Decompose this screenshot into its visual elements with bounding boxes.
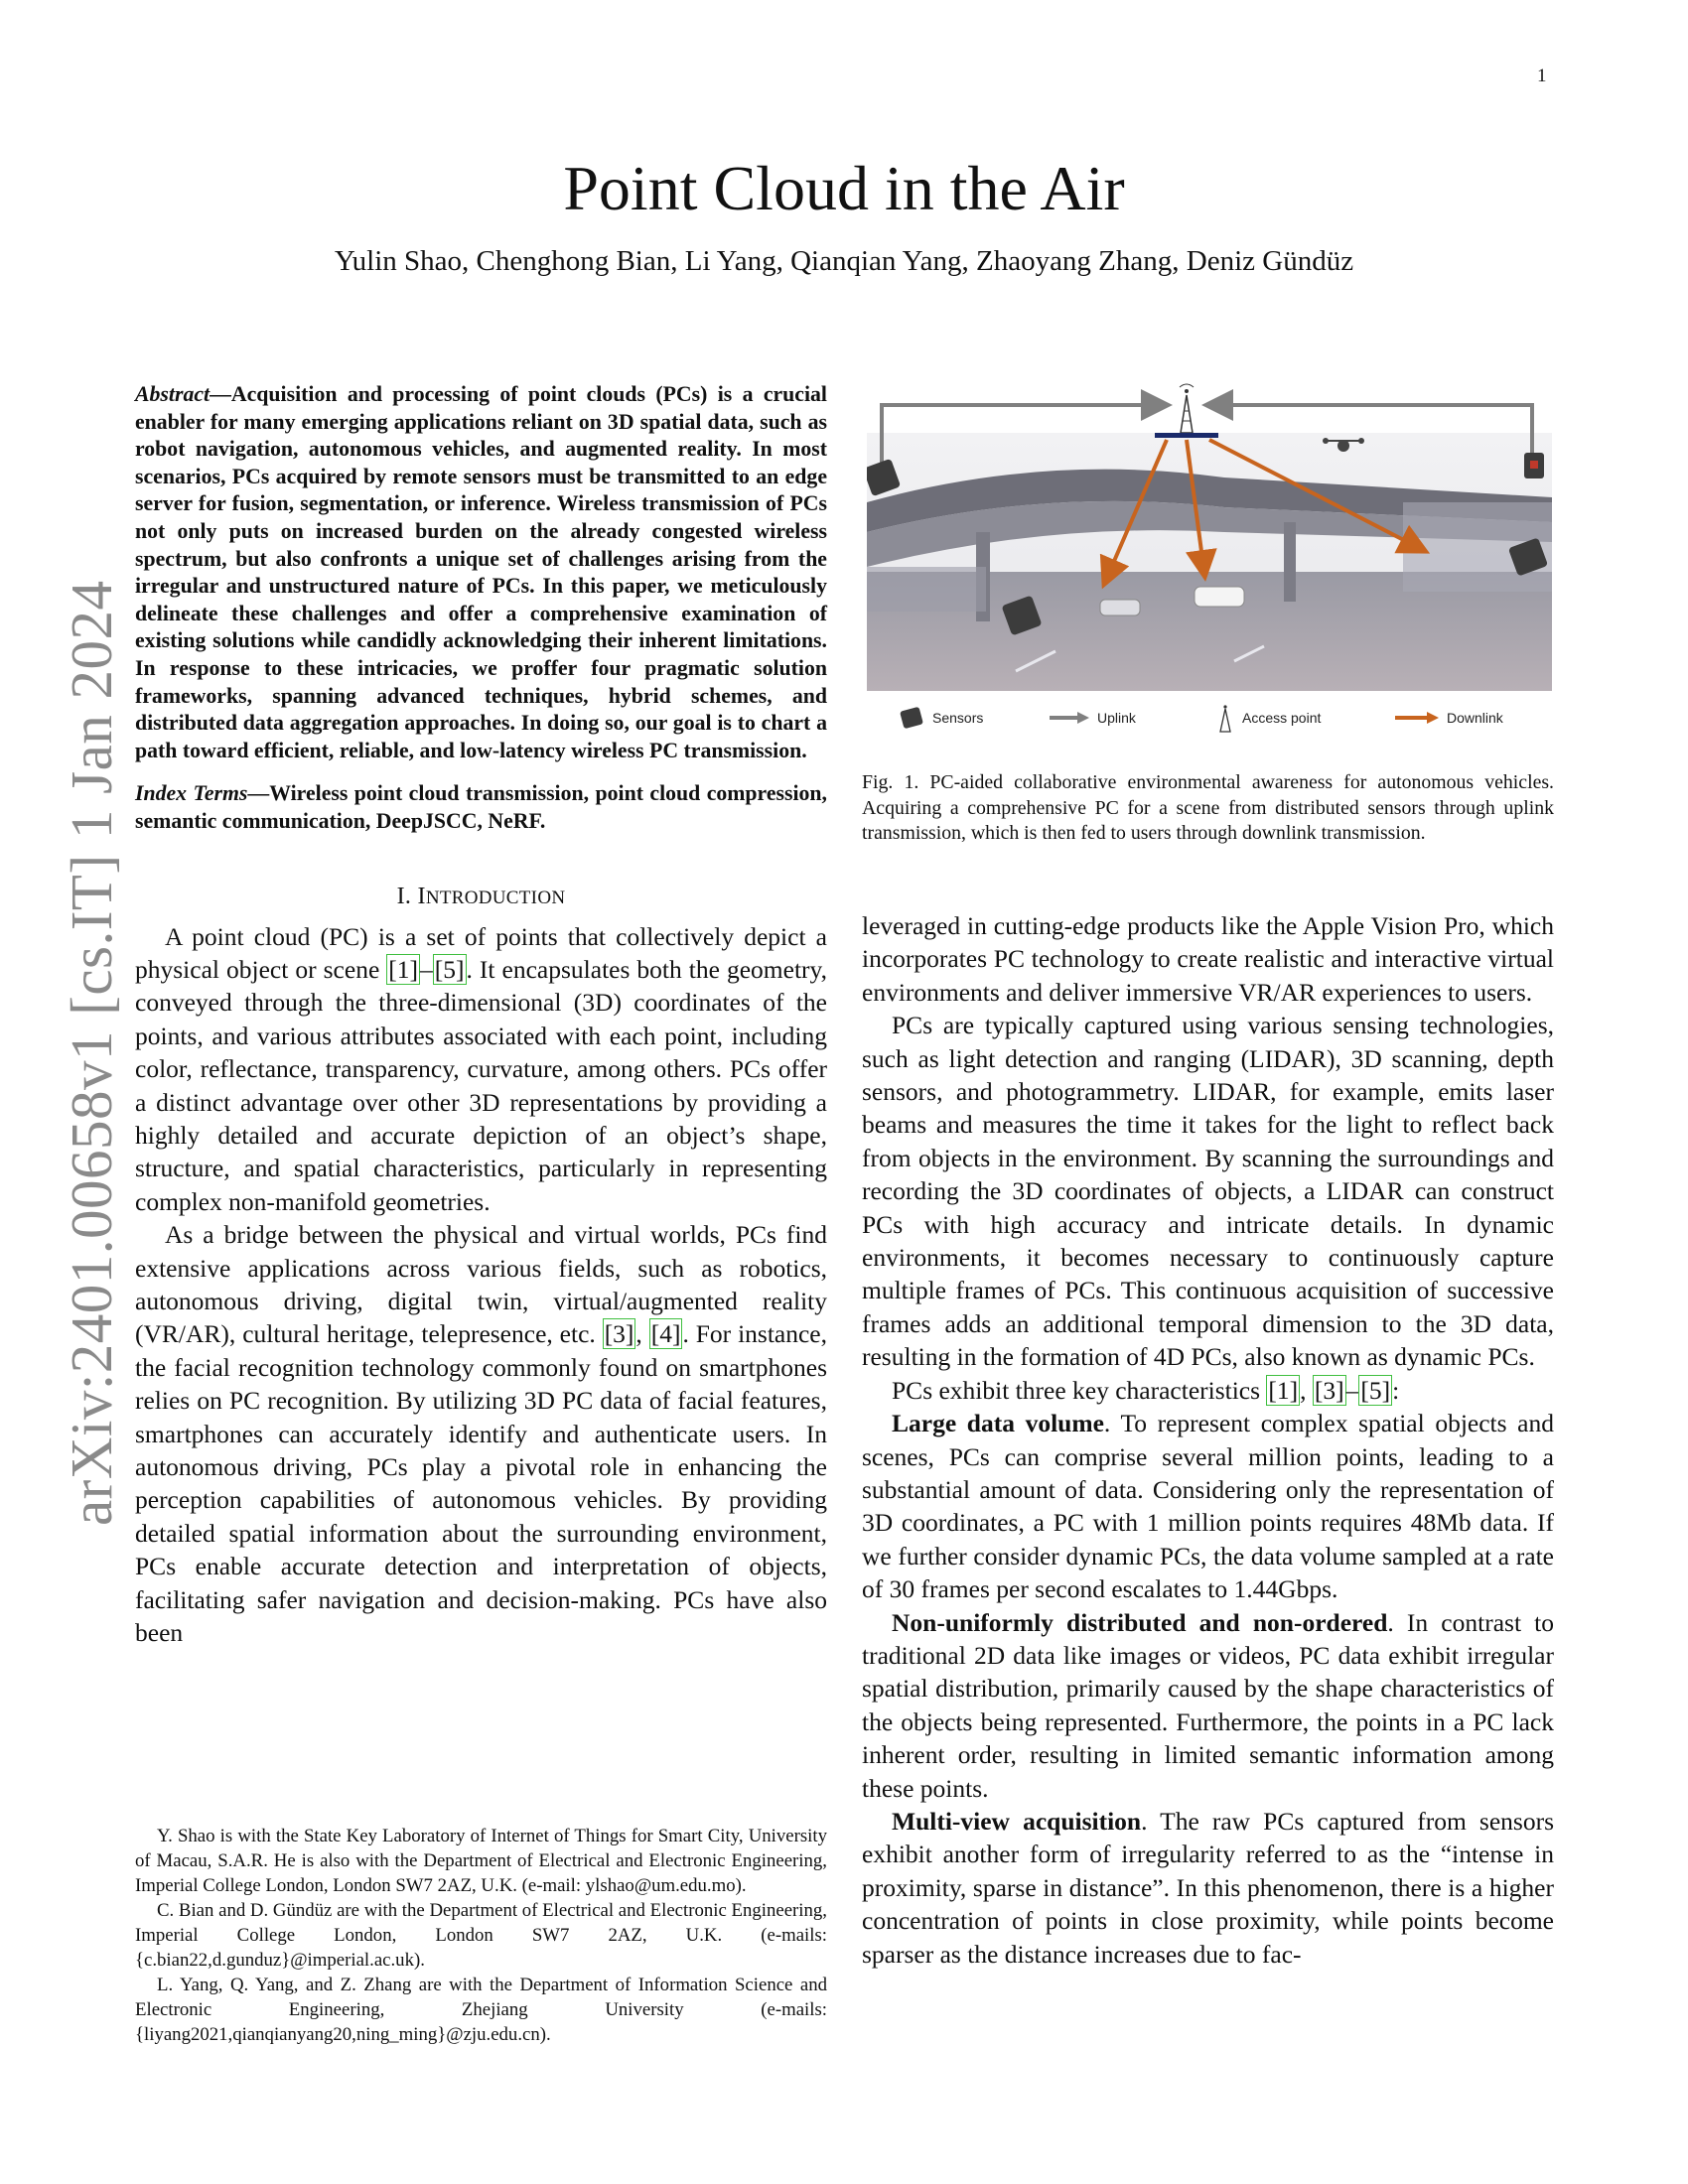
text: . For instance, the facial recognition technology commonly found on smartphones relies on PC recognition. By utilizing 3D PC data of facial features, smartphones can accurately identify and authenticate users. In autonomous driving, PCs play a pivotal role in enhancing the perception capabilities of autonomous vehicles. By providing detailed spatial information about the surrounding environment, PCs enable accurate detection and interpretation of objects, facilitating safer navigation and decision-making. PCs have also been (135, 1319, 827, 1648)
index-terms (135, 780, 827, 835)
figure-1-scene (867, 383, 1552, 711)
text: : (1392, 1375, 1400, 1405)
arxiv-watermark: arXiv:2401.00658v1 [cs.IT] 1 Jan 2024 (59, 580, 124, 1526)
footnote: Y. Shao is with the State Key Laboratory of Internet of Things for Smart City, University of Macau, S.A.R. He is also with the Department of Electrical and Electronic Engineering, Imperial College London, London SW7 2AZ, U.K. (e-mail: ylshao@um.edu.mo). (135, 1826, 827, 1896)
section-title-rest: NTRODUCTION (425, 887, 566, 908)
abstract (135, 381, 827, 764)
left-column (135, 381, 827, 1649)
index-terms-text: —Wireless point cloud transmission, point cloud compression, semantic communication, DeepJSCC, NeRF. (135, 781, 828, 833)
footnotes (135, 1824, 827, 2047)
paragraph (862, 1407, 1554, 1605)
paper-title: Point Cloud in the Air (563, 153, 1125, 223)
scene-trees (867, 567, 986, 612)
text: As a bridge between the physical and virtual worlds, PCs find extensive applications across various fields, such as robotics, autonomous driving, digital twin, virtual/augmented reality (VR/AR), cultural heritage, telepresence, etc. (135, 1220, 827, 1349)
abstract-label: Abstract (135, 382, 211, 406)
text: . In contrast to traditional 2D data like images or videos, PC data exhibit irregular spatial distribution, primarily caused by the shape characteristics of the objects being represented. Furthermore, the points in a PC lack inherent order, resulting in limited semantic information among these points. (862, 1607, 1554, 1803)
bold-term: Non-uniformly distributed and non-ordered (892, 1607, 1388, 1637)
bold-term: Multi-view acquisition (892, 1806, 1142, 1836)
page-number: 1 (1537, 66, 1547, 86)
right-column (862, 909, 1554, 1971)
legend-sensors (899, 703, 983, 733)
access-point-icon (1155, 384, 1218, 438)
paragraph: leveraged in cutting-edge products like the Apple Vision Pro, which incorporates PC technology to create realistic and interactive virtual environments and deliver immersive VR/AR experiences to users. (862, 911, 1554, 1007)
text: . It encapsulates both the geometry, conveyed through the three-dimensional (3D) coordinates of the points, and various attributes associated with each point, including color, reflectance, transparency, curvature, among others. PCs offer a distinct advantage over other 3D representations by providing a highly detailed and accurate depiction of an object’s shape, structure, and spatial characteristics, particularly in representing complex non-manifold geometries. (135, 954, 828, 1216)
text: . To represent complex spatial objects and scenes, PCs can comprise several million points, leading to a substantial amount of data. Considering only the representation of 3D coordinates, a PC with 1 million points requires 48Mb data. If we further consider dynamic PCs, the data volume sampled at a rate of 30 frames per second escalates to 1.44Gbps. (862, 1409, 1554, 1604)
text: PCs exhibit three key characteristics (892, 1375, 1267, 1405)
citation-link[interactable]: [1] (388, 954, 419, 984)
text: – (420, 954, 433, 984)
paragraph (135, 920, 827, 1219)
footnote: L. Yang, Q. Yang, and Z. Zhang are with the Department of Information Science and Electronic Engineering, Zhejiang University (e-mails: {liyang2021,qianqianyang20,ning_ming}@zju.edu.cn). (135, 1975, 827, 2045)
access-point-icon (1216, 703, 1234, 733)
paragraph (862, 1374, 1554, 1407)
citation-link[interactable]: [5] (434, 954, 465, 984)
paragraph (862, 1805, 1554, 1971)
legend-uplink (1050, 703, 1136, 733)
legend-access-point (1216, 703, 1321, 733)
section-heading-introduction (135, 884, 827, 910)
figure-legend (899, 703, 1554, 733)
legend-label: Uplink (1097, 710, 1136, 726)
footnote: C. Bian and D. Gündüz are with the Department of Electrical and Electronic Engineering, Imperial College London, London SW7 2AZ, U.K. (e-mails: {c.bian22,d.gunduz}@imperial.ac.uk). (135, 1900, 827, 1971)
author-list: Yulin Shao, Chenghong Bian, Li Yang, Qianqian Yang, Zhaoyang Zhang, Deniz Gündüz (334, 245, 1354, 277)
index-terms-label: Index Terms (135, 781, 248, 806)
legend-label: Access point (1242, 710, 1322, 726)
car (1195, 587, 1244, 607)
section-number: I. (396, 883, 418, 909)
paragraph: PCs are typically captured using various sensing technologies, such as light detection and ranging (LIDAR), 3D scanning, depth sensors, and photogrammetry. LIDAR, for example, emits laser beams and measures the time it takes for the light to reflect back from objects in the environment. By scanning the surroundings and recording the 3D coordinates of objects, a LIDAR can construct PCs with high accuracy and intricate details. In dynamic environments, it becomes necessary to continuously capture multiple frames of PCs. This continuous acquisition of successive frames adds an additional temporal dimension to the 3D data, resulting in the formation of 4D PCs, also known as dynamic PCs. (862, 1011, 1554, 1372)
uplink-arrow-icon (1050, 711, 1089, 725)
text: A point cloud (PC) is a set of points that collectively depict a physical object or scene (135, 921, 827, 984)
citation-link[interactable]: [1] (1268, 1375, 1299, 1405)
legend-downlink (1395, 703, 1503, 733)
citation-link[interactable]: [3] (1314, 1375, 1344, 1405)
text: , (635, 1319, 649, 1349)
car (1100, 600, 1140, 615)
text: – (1345, 1375, 1359, 1405)
sensor-icon (899, 706, 924, 730)
bridge-pillar (1284, 522, 1296, 602)
sensor-icon (1524, 453, 1544, 478)
text: , (1300, 1375, 1313, 1405)
citation-link[interactable]: [5] (1360, 1375, 1391, 1405)
paragraph (135, 1218, 827, 1649)
text: . The raw PCs captured from sensors exhibit another form of irregularity referred to as the “intense in proximity, sparse in distance”. In this phenomenon, there is a higher concentration of points in close proximity, while points become sparser as the distance increases due to fac- (862, 1806, 1554, 1969)
citation-link[interactable]: [3] (604, 1319, 634, 1349)
bold-term: Large data volume (892, 1409, 1104, 1438)
paragraph (862, 1606, 1554, 1805)
citation-link[interactable]: [4] (650, 1319, 681, 1349)
legend-label: Downlink (1447, 710, 1503, 726)
section-title-first: I (417, 883, 426, 909)
downlink-arrow-icon (1395, 711, 1439, 725)
figure-caption: Fig. 1. PC-aided collaborative environmental awareness for autonomous vehicles. Acquiring a comprehensive PC for a scene from distributed sensors through uplink transmission, which is then fed to users through downlink transmission. (862, 771, 1554, 844)
legend-label: Sensors (932, 710, 984, 726)
abstract-text: —Acquisition and processing of point clouds (PCs) is a crucial enabler for many emerging applications reliant on 3D spatial data, such as robot navigation, autonomous vehicles, and augmented reality. In most scenarios, PCs acquired by remote sensors must be transmitted to an edge server for fusion, segmentation, or inference. Wireless transmission of PCs not only puts on increased burden on the already congested wireless spectrum, but also confronts a unique set of challenges arising from the irregular and unstructured nature of PCs. In this paper, we meticulously delineate these challenges and offer a comprehensive examination of existing solutions while candidly acknowledging their inherent limitations. In response to these intricacies, we proffer four pragmatic solution frameworks, spanning advanced techniques, hybrid schemes, and distributed data aggregation approaches. In doing so, our goal is to chart a path toward efficient, reliable, and low-latency wireless PC transmission. (135, 382, 827, 762)
